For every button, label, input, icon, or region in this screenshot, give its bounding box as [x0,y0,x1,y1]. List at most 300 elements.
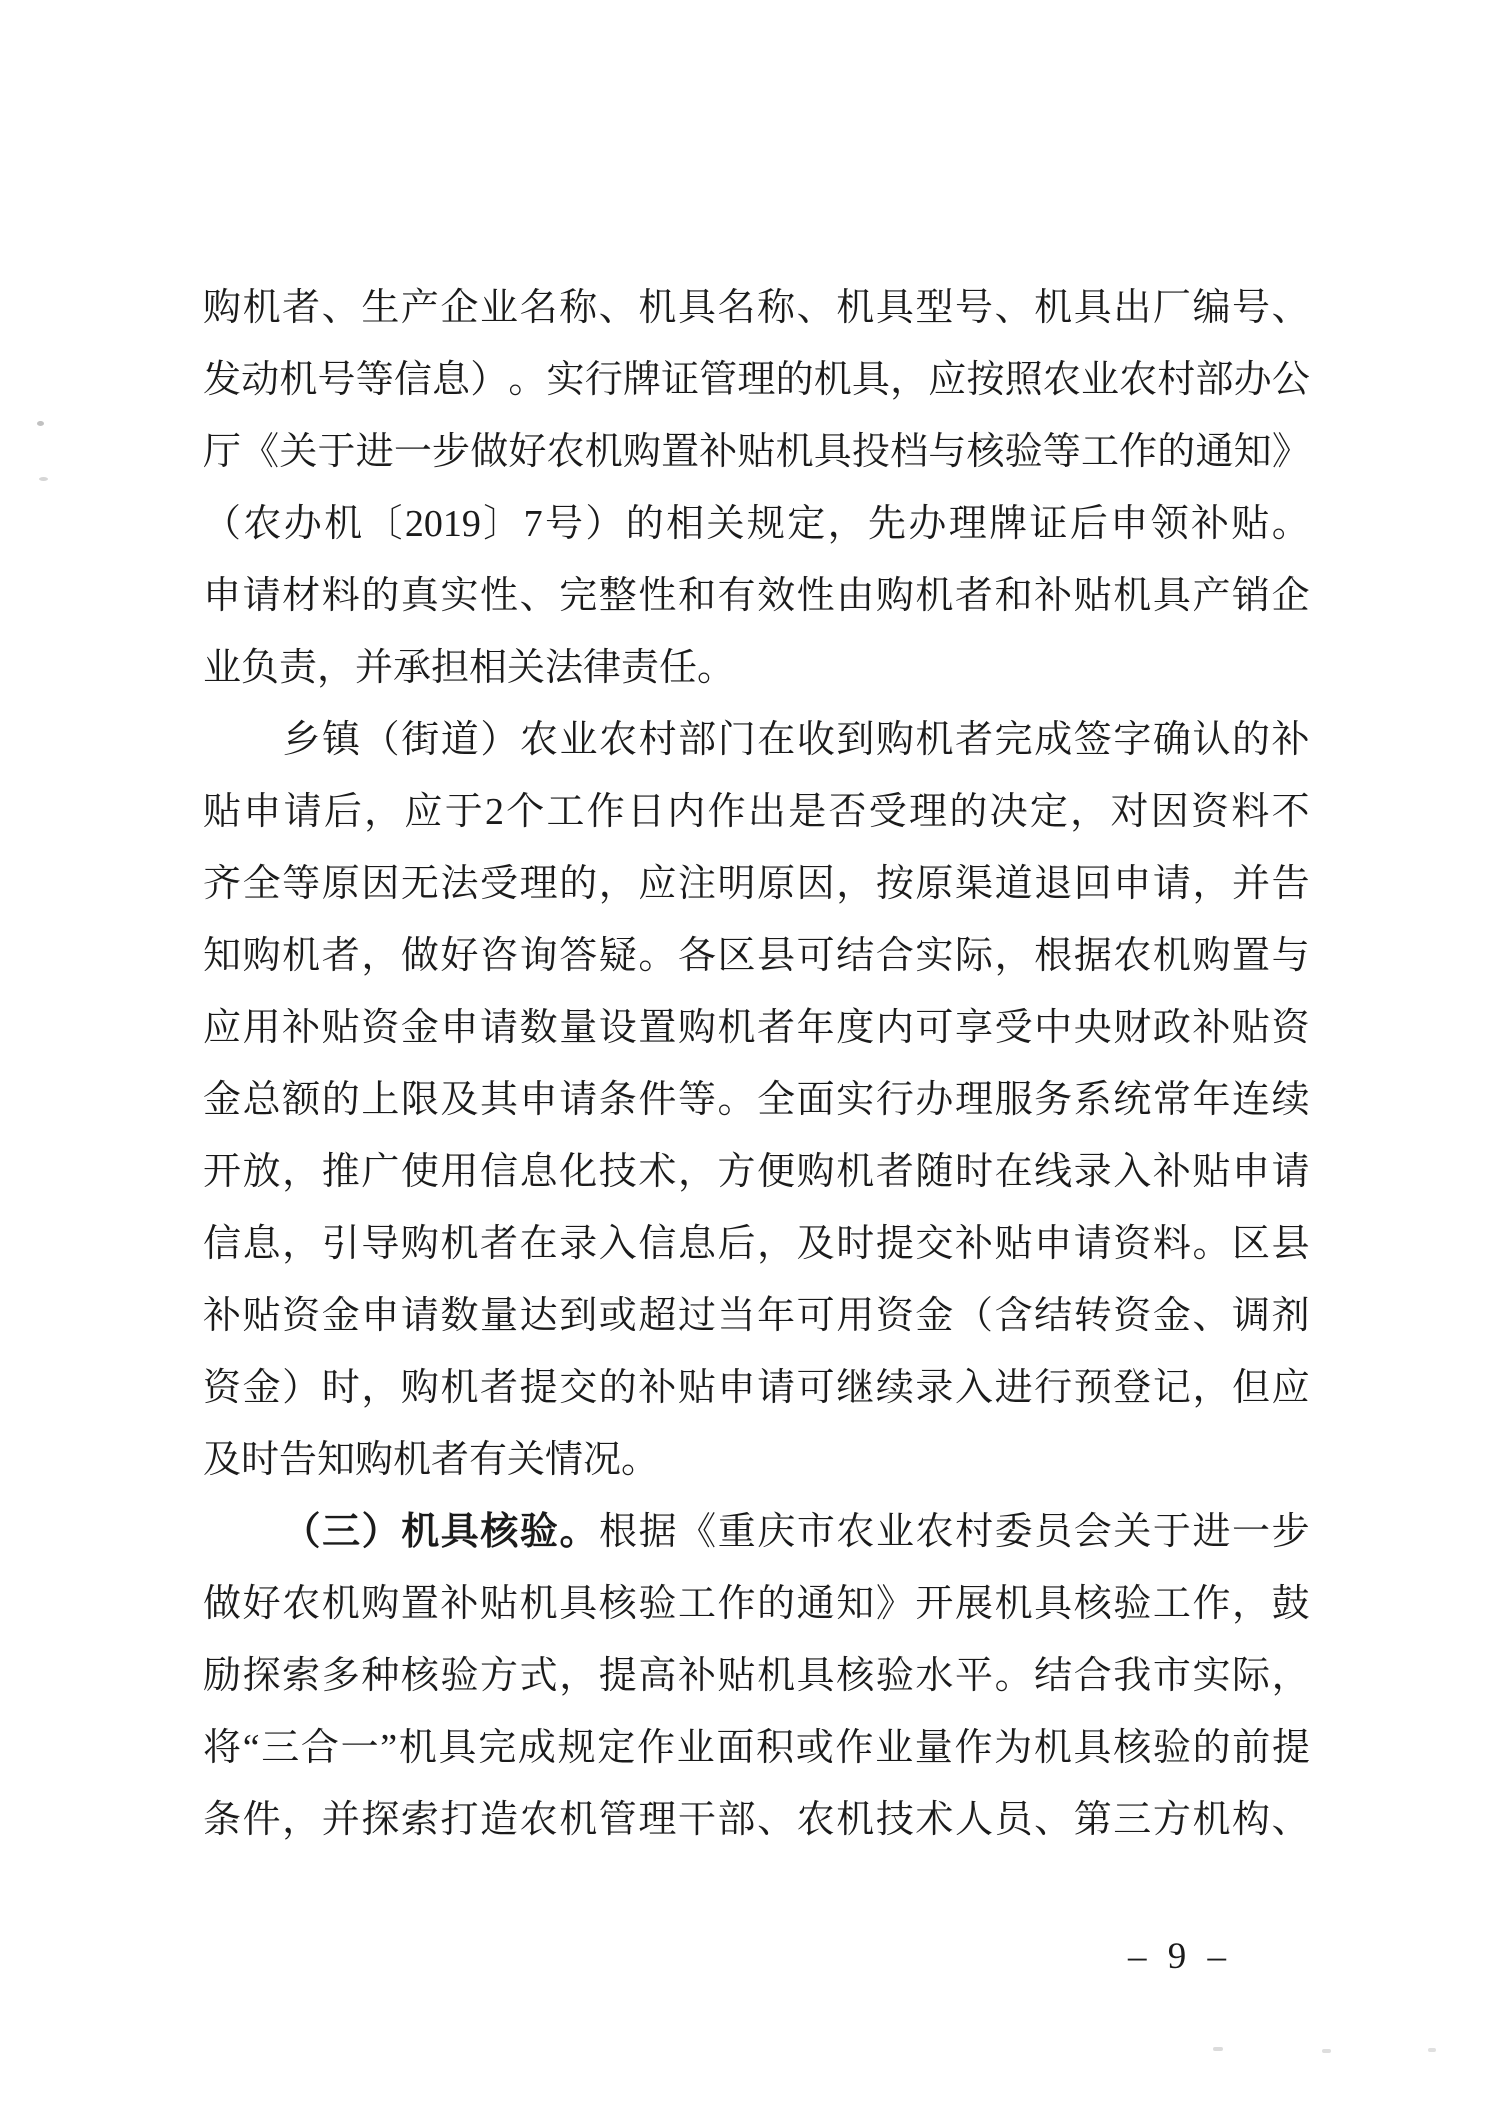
glyph: 购 [622,431,661,473]
glyph: 号 [317,359,356,401]
glyph: 展 [954,1583,993,1625]
glyph: 鼓 [1271,1583,1310,1625]
glyph: 作 [1119,431,1158,473]
glyph: 机 [279,359,318,401]
glyph: 理 [519,863,558,905]
glyph: 。 [508,359,547,401]
glyph: 开 [915,1583,954,1625]
text-line [203,704,1310,776]
glyph: 者 [875,1151,914,1193]
glyph: 农 [546,431,585,473]
glyph: 农 [282,1583,321,1625]
glyph: 按 [966,359,1005,401]
glyph: 牌 [622,359,661,401]
glyph: 产 [1192,575,1231,617]
glyph: 预 [1073,1367,1112,1409]
glyph: 补 [1034,575,1073,617]
glyph: 区 [717,935,756,977]
glyph: 具 [1073,1727,1112,1769]
glyph: 可 [796,1367,835,1409]
glyph: 者 [480,1223,519,1265]
glyph: 信 [480,1151,519,1193]
text-line [203,1136,1310,1208]
glyph: 我 [1113,1655,1152,1697]
glyph: 结 [1034,1655,1073,1697]
glyph: 件 [638,1079,677,1121]
glyph: 贴 [737,431,776,473]
glyph: 机 [242,287,281,329]
glyph: 探 [361,1799,400,1841]
glyph: ， [1070,791,1109,833]
glyph: 定 [597,1727,636,1769]
glyph: 号 [954,287,993,329]
glyph: 随 [915,1151,954,1193]
glyph: 应 [404,791,443,833]
glyph: 贴 [321,1007,360,1049]
glyph: 过 [677,1295,716,1337]
glyph: 核 [836,1655,875,1697]
glyph: 申 [1232,1151,1271,1193]
glyph: 、 [321,287,360,329]
glyph: 打 [440,1799,479,1841]
glyph: 索 [400,1799,439,1841]
glyph: 机 [994,1583,1033,1625]
glyph: 面 [796,1079,835,1121]
glyph: 服 [994,1079,1033,1121]
glyph: 条 [203,1799,242,1841]
glyph: 及 [440,1079,479,1121]
glyph: 。 [638,935,677,977]
glyph: 、 [796,287,835,329]
glyph: 可 [915,1007,954,1049]
glyph: 区 [1232,1223,1271,1265]
glyph: 结 [1034,1295,1073,1337]
glyph: ， [890,359,929,401]
glyph: 年 [757,1295,796,1337]
glyph: 三 [1113,1799,1152,1841]
glyph: 机 [584,431,623,473]
glyph: ， [1232,1583,1271,1625]
glyph: 具 [851,359,890,401]
glyph: ， [1192,863,1231,905]
glyph: 法 [440,863,479,905]
glyph: 镇 [322,719,361,761]
glyph: 核 [966,431,1005,473]
glyph: 受 [480,863,519,905]
glyph: 牌 [989,503,1028,545]
glyph: 机 [401,1511,440,1553]
glyph: 者 [955,719,994,761]
glyph: 申 [203,575,242,617]
scan-speck [37,421,44,426]
glyph: 机 [915,719,954,761]
glyph: 核 [1113,1727,1152,1769]
glyph: ） [470,359,509,401]
glyph: 内 [667,791,706,833]
glyph: 做 [203,1583,242,1625]
glyph: 机 [1033,1727,1072,1769]
glyph: 等 [355,359,394,401]
glyph: 验 [1113,1583,1152,1625]
glyph: 补 [203,1295,242,1337]
glyph: 档 [890,431,929,473]
glyph: ， [1271,1655,1310,1697]
glyph: 线 [1034,1151,1073,1193]
glyph: 作 [707,791,746,833]
glyph: 日 [627,791,666,833]
glyph: 一 [393,431,432,473]
glyph: 因 [1150,791,1189,833]
glyph: 机 [836,287,875,329]
text-line [203,632,1310,704]
glyph: （ [282,1511,321,1553]
glyph: 机 [440,1223,479,1265]
glyph: 机 [1113,575,1152,617]
glyph: 机 [638,287,677,329]
glyph: 录 [915,1367,954,1409]
glyph: 机 [440,1367,479,1409]
glyph: 或 [795,1727,834,1769]
glyph: 理 [948,503,987,545]
glyph: 置 [1232,935,1271,977]
glyph: （ [361,719,400,761]
glyph: 推 [321,1151,360,1193]
glyph: 补 [1152,1151,1191,1193]
glyph: 系 [1073,1079,1112,1121]
glyph: 购 [242,935,281,977]
glyph: 时 [954,1151,993,1193]
glyph: 等 [677,1079,716,1121]
glyph: 合 [300,1727,339,1769]
glyph: 号 [1232,287,1271,329]
glyph: 全 [757,1079,796,1121]
glyph: ， [361,1367,400,1409]
glyph: 后 [1069,503,1108,545]
glyph: 通 [796,1583,835,1625]
glyph: 信 [203,1223,242,1265]
glyph: 作 [1192,1583,1231,1625]
glyph: 根 [1034,935,1073,977]
glyph: 后 [323,791,362,833]
glyph: 、 [1192,1295,1231,1337]
glyph: 励 [203,1655,242,1697]
glyph: 机 [915,575,954,617]
glyph: 进 [1192,1511,1231,1553]
glyph: 验 [875,1655,914,1697]
glyph: 信 [393,359,432,401]
glyph: 、 [1271,287,1310,329]
glyph: 验 [519,1511,558,1553]
glyph: 先 [867,503,906,545]
glyph: 机 [324,503,363,545]
glyph: 用 [242,1007,281,1049]
glyph: 设 [598,1007,637,1049]
text-line [203,1208,1310,1280]
glyph: 名 [519,287,558,329]
glyph: 量 [914,1727,953,1769]
glyph: 是 [788,791,827,833]
glyph: 购 [361,1583,400,1625]
glyph: 贴 [1231,503,1270,545]
glyph: 干 [677,1799,716,1841]
page-number: – 9 – [1128,1936,1232,1977]
glyph: 步 [1271,1511,1310,1553]
glyph: 请 [559,1079,598,1121]
text-line [203,848,1310,920]
glyph: 相 [666,503,705,545]
glyph: 平 [954,1655,993,1697]
glyph: 委 [994,1511,1033,1553]
glyph: 生 [361,287,400,329]
glyph: 照 [1004,359,1043,401]
text-line [203,560,1310,632]
glyph: 者 [757,1007,796,1049]
glyph: 不 [1271,791,1310,833]
glyph: 提 [1271,1727,1310,1769]
glyph: 询 [519,935,558,977]
glyph: ， [836,863,875,905]
glyph: 企 [440,287,479,329]
glyph: 机 [321,1583,360,1625]
glyph: 到 [836,719,875,761]
glyph: 与 [1271,935,1310,977]
glyph: 请 [242,575,281,617]
glyph: 资 [1271,1007,1310,1049]
glyph: 厂 [1152,287,1191,329]
glyph: 或 [598,1295,637,1337]
glyph: 购 [203,287,242,329]
glyph: 购 [796,1151,835,1193]
glyph: 作 [835,1727,874,1769]
glyph: 型 [915,287,954,329]
glyph: 者 [954,575,993,617]
glyph: 核 [598,1583,637,1625]
glyph: 部 [1195,359,1234,401]
glyph: 进 [355,431,394,473]
glyph: 实 [1192,1655,1231,1697]
text-line [203,1424,1310,1496]
glyph: 村 [1157,359,1196,401]
glyph: ， [559,1655,598,1697]
glyph: 部 [678,719,717,761]
glyph: 方 [717,1151,756,1193]
glyph: 额 [282,1079,321,1121]
glyph: 继 [836,1367,875,1409]
glyph: 。 [1271,503,1310,545]
glyph: 、 [1271,1799,1310,1841]
glyph: 乡 [282,719,321,761]
glyph: 购 [1192,935,1231,977]
glyph: ， [282,1151,321,1193]
glyph: 技 [598,1151,637,1193]
glyph: 完 [994,719,1033,761]
glyph: 作 [586,791,625,833]
glyph: 称 [757,287,796,329]
glyph: 者 [480,1367,519,1409]
glyph: 机 [1152,935,1191,977]
glyph: 结 [836,935,875,977]
glyph: 编 [1192,287,1231,329]
glyph: ， [677,1151,716,1193]
glyph: 际 [1232,1655,1271,1697]
glyph: 息 [677,1223,716,1265]
glyph: 请 [400,1295,439,1337]
glyph: 〕 [483,503,522,545]
glyph: 咨 [480,935,519,977]
text-line [203,1568,1310,1640]
glyph: 农 [796,1799,835,1841]
glyph: 农 [243,503,282,545]
glyph: 统 [1113,1079,1152,1121]
scan-speck [1428,2048,1436,2052]
glyph: 注 [677,863,716,905]
glyph: 为 [994,1727,1033,1769]
glyph: 资 [203,1367,242,1409]
glyph: 提 [519,1367,558,1409]
scan-speck [1322,2049,1331,2053]
glyph: 用 [440,1151,479,1193]
glyph: 请 [1271,1151,1310,1193]
glyph: 、 [757,1799,796,1841]
glyph: 市 [1152,1655,1191,1697]
glyph: ” [380,1727,398,1769]
glyph: 。 [1192,1223,1231,1265]
glyph: 根 [599,1511,638,1553]
glyph: 补 [699,431,738,473]
glyph: 调 [1232,1295,1271,1337]
glyph: 条 [598,1079,637,1121]
glyph: 7 [523,503,543,545]
glyph: 录 [1073,1151,1112,1193]
glyph: 一 [340,1727,379,1769]
glyph: 关 [1113,1511,1152,1553]
glyph: 申 [1034,1223,1073,1265]
glyph: 机 [775,431,814,473]
glyph: 认 [1192,719,1231,761]
glyph: 村 [955,1511,994,1553]
glyph: 具 [813,431,852,473]
glyph: 人 [954,1799,993,1841]
glyph: 上 [361,1079,400,1121]
glyph: 的 [949,791,988,833]
glyph: 号 [544,503,583,545]
glyph: 者 [282,287,321,329]
glyph: 于 [1152,1511,1191,1553]
glyph: 好 [508,431,547,473]
glyph: 息 [242,1223,281,1265]
glyph: 并 [321,1799,360,1841]
glyph: 工 [546,791,585,833]
glyph: 明 [717,863,756,905]
text-line [203,776,1310,848]
glyph: 方 [480,1655,519,1697]
text-line [203,1496,1310,1568]
glyph: 和 [994,575,1033,617]
text-line [203,272,1310,344]
glyph: 续 [875,1367,914,1409]
glyph: 受 [994,1007,1033,1049]
glyph: 金 [915,1295,954,1337]
glyph: 式 [519,1655,558,1697]
glyph: 具 [875,287,914,329]
glyph: 受 [868,791,907,833]
glyph: 关 [706,503,745,545]
glyph: 探 [242,1655,281,1697]
glyph: 定 [787,503,826,545]
glyph: 补 [954,1223,993,1265]
glyph: 作 [717,1583,756,1625]
glyph: 理 [638,1799,677,1841]
glyph: 具 [1152,575,1191,617]
glyph: 门 [717,719,756,761]
glyph: 道 [440,719,479,761]
glyph: 含 [994,1295,1033,1337]
glyph: 规 [557,1727,596,1769]
glyph: 应 [203,1007,242,1049]
glyph: 办 [915,1079,954,1121]
glyph: 。 [717,1079,756,1121]
text-block [203,272,1310,1856]
glyph: 》 [1271,431,1310,473]
glyph: 金 [321,1295,360,1337]
glyph: 齐 [203,863,242,905]
paragraph [203,272,1310,704]
glyph: 请 [1073,1223,1112,1265]
glyph: 应 [928,359,967,401]
glyph: 贴 [242,1295,281,1337]
glyph: 材 [282,575,321,617]
glyph: 2019 [404,503,481,545]
glyph: 市 [796,1511,835,1553]
glyph: 的 [775,359,814,401]
glyph: 原 [321,863,360,905]
glyph: 及 [796,1223,835,1265]
glyph: 化 [559,1151,598,1193]
glyph: 机 [757,1655,796,1697]
glyph: 核 [1073,1583,1112,1625]
glyph: 名 [717,287,756,329]
glyph: 机 [398,1727,437,1769]
glyph: 合 [875,935,914,977]
glyph: 做 [400,935,439,977]
glyph: 字 [1113,719,1152,761]
glyph: 请 [480,1007,519,1049]
glyph: 申 [1110,503,1149,545]
glyph: 补 [1190,503,1229,545]
glyph: 补 [1271,719,1310,761]
glyph: 放 [242,1151,281,1193]
glyph: 转 [1073,1295,1112,1337]
glyph: 财 [1113,1007,1152,1049]
glyph: 时 [836,1223,875,1265]
paragraph [203,704,1310,1496]
glyph: 其 [480,1079,519,1121]
glyph: 的 [1157,431,1196,473]
glyph: 机 [1192,1799,1231,1841]
glyph: （ [954,1295,993,1337]
text-line [203,1712,1310,1784]
glyph: 资 [1113,1295,1152,1337]
text-line [203,1280,1310,1352]
glyph: 办 [283,503,322,545]
glyph: 常 [1152,1079,1191,1121]
glyph: 种 [361,1655,400,1697]
glyph: 度 [836,1007,875,1049]
glyph: 效 [757,575,796,617]
glyph: 道 [994,863,1033,905]
glyph: 性 [480,575,519,617]
glyph: 办 [1233,359,1272,401]
